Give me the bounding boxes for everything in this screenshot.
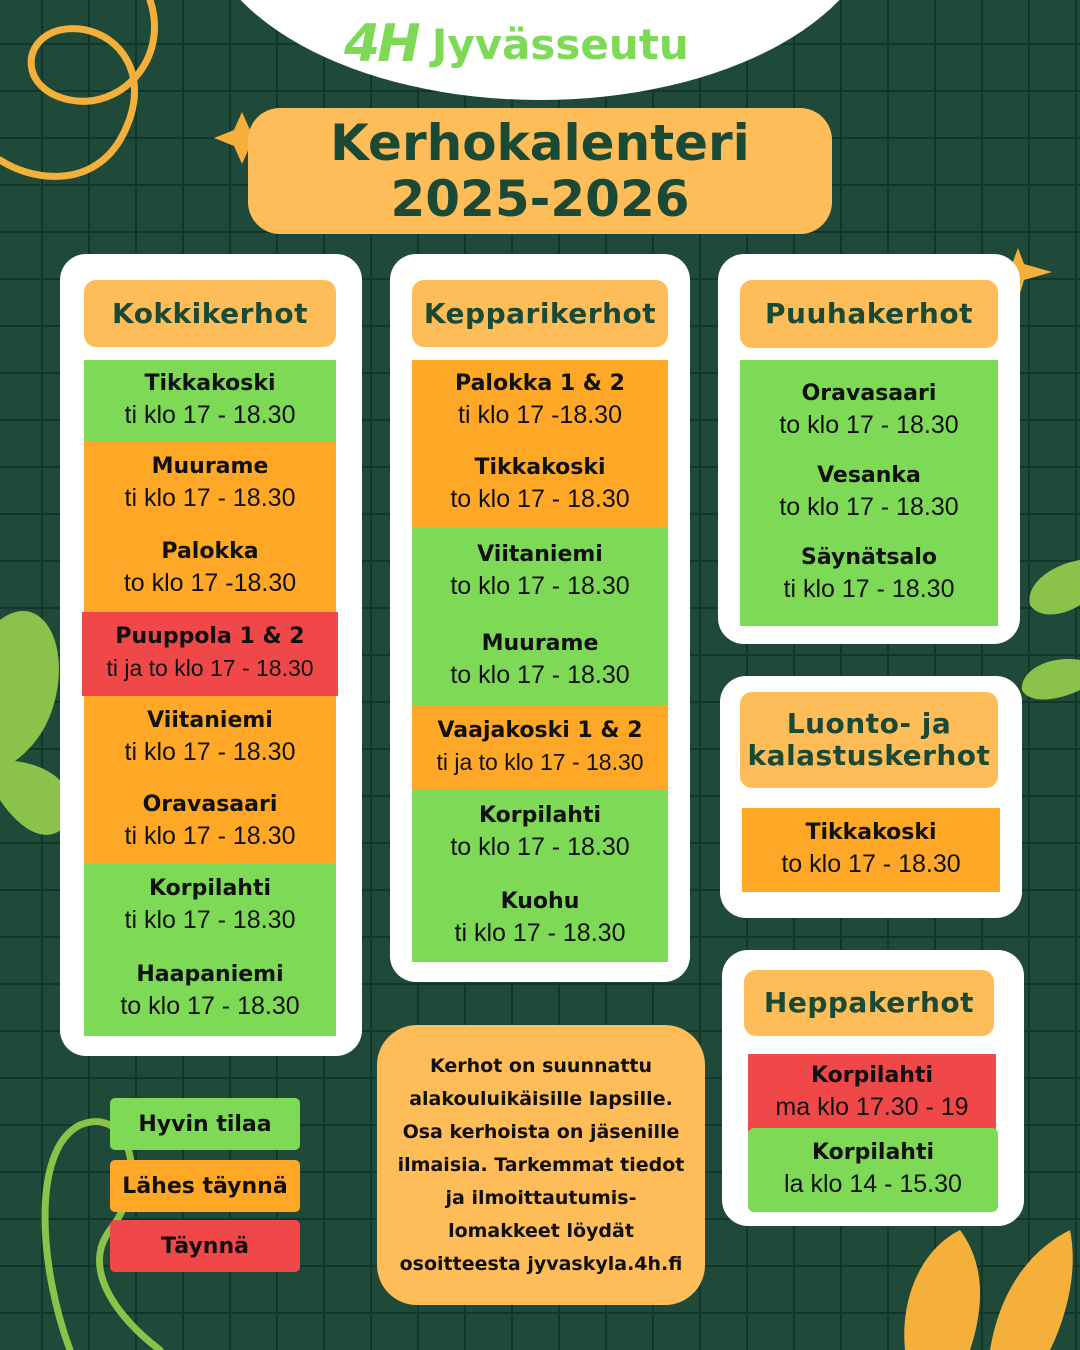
- entry-kokki-puuppola: [82, 612, 338, 696]
- entry-heppa-korpilahti-la: [748, 1128, 998, 1212]
- entry-time: ti klo 17 - 18.30: [124, 401, 296, 429]
- entry-kokki-tikkakoski: [84, 360, 336, 442]
- entry-name: Oravasaari: [801, 381, 937, 406]
- entry-time: ti klo 17 - 18.30: [454, 919, 626, 947]
- card-heading-puuhakerhot: Puuhakerhot: [740, 280, 998, 348]
- entry-heppa-korpilahti-ma: [748, 1054, 996, 1132]
- entry-group-puuhakerhot: [740, 360, 998, 626]
- entry-name: Korpilahti: [148, 876, 272, 901]
- entry-name: Korpilahti: [811, 1140, 935, 1165]
- entry-keppari-kuohu: [412, 876, 668, 962]
- entry-keppari-muurame: [412, 616, 668, 706]
- logo-4h-mark: 4H: [344, 14, 418, 74]
- entry-name: Säynätsalo: [801, 545, 937, 570]
- entry-time: la klo 14 - 15.30: [784, 1170, 962, 1198]
- title-line-1: Kerhokalenteri: [330, 114, 750, 172]
- card-heading-luontokerhot: [740, 692, 998, 788]
- entry-time: to klo 17 - 18.30: [781, 850, 961, 878]
- entry-kokki-oravasaari: [84, 780, 336, 864]
- entry-name: Vesanka: [817, 463, 921, 488]
- legend-taynna: Täynnä: [110, 1220, 300, 1272]
- yellow-leaf-bottom-right: [904, 1230, 980, 1350]
- title-line-2: 2025-2026: [390, 170, 690, 228]
- entry-time: ti klo 17 - 18.30: [783, 575, 955, 603]
- entry-kokki-muurame: [84, 442, 336, 526]
- entry-time: to klo 17 - 18.30: [450, 572, 630, 600]
- heading-line-1: Luonto- ja: [786, 707, 952, 740]
- yellow-swirl-decoration: [0, 0, 155, 176]
- entry-name: Tikkakoski: [474, 455, 606, 480]
- entry-time: ma klo 17.30 - 19: [775, 1093, 969, 1121]
- logo: [344, 4, 734, 84]
- entry-kokki-haapaniemi: [84, 948, 336, 1036]
- entry-name: Puuppola 1 & 2: [115, 624, 305, 649]
- entry-keppari-korpilahti: [412, 790, 668, 876]
- card-heading-kokkikerhot: Kokkikerhot: [84, 280, 336, 347]
- legend-hyvin-tilaa: Hyvin tilaa: [110, 1098, 300, 1150]
- entry-keppari-tikkakoski: [412, 442, 668, 528]
- card-heading-heppakerhot: Heppakerhot: [744, 970, 994, 1036]
- entry-time: ti klo 17 - 18.30: [124, 822, 296, 850]
- page-title: [248, 108, 832, 234]
- entry-luonto-tikkakoski: [742, 808, 1000, 892]
- entry-name: Palokka 1 & 2: [455, 371, 625, 396]
- entry-name: Haapaniemi: [136, 962, 284, 987]
- entry-puuha-vesanka: [779, 462, 958, 524]
- heading-line-2: kalastuskerhot: [747, 739, 991, 772]
- yellow-leaf-bottom-right-2: [990, 1230, 1073, 1350]
- info-box: [377, 1025, 705, 1305]
- entry-kokki-viitaniemi: [84, 696, 336, 780]
- entry-name: Kuohu: [500, 889, 580, 914]
- entry-time: to klo 17 - 18.30: [120, 992, 300, 1020]
- entry-time: to klo 17 - 18.30: [779, 493, 959, 521]
- logo-text: Jyvässeutu: [431, 19, 689, 69]
- entry-time: to klo 17 - 18.30: [450, 485, 630, 513]
- card-heading-kepparikerhot: Kepparikerhot: [412, 280, 668, 347]
- entry-name: Muurame: [481, 631, 599, 656]
- entry-time: ti klo 17 - 18.30: [124, 738, 296, 766]
- olive-leaf-right-lower: [1022, 659, 1080, 699]
- olive-leaf-right: [1029, 560, 1080, 614]
- entry-name: Viitaniemi: [477, 542, 603, 567]
- entry-time: ti ja to klo 17 - 18.30: [106, 655, 314, 681]
- entry-time: ti klo 17 - 18.30: [124, 484, 296, 512]
- green-leaf-left: [0, 611, 59, 770]
- entry-name: Korpilahti: [810, 1063, 934, 1088]
- entry-kokki-korpilahti: [84, 864, 336, 948]
- entry-time: ti klo 17 -18.30: [458, 401, 622, 429]
- entry-time: to klo 17 -18.30: [123, 569, 297, 597]
- entry-name: Tikkakoski: [805, 820, 937, 845]
- info-text: Kerhot on suunnattu alakouluikäisille lapsille. Osa kerhoista on jäsenille ilmaisia. Tarkemmat tiedot ja ilmoittautumis-lomakkeet löydät osoitteesta jyvaskyla.4h.fi: [397, 1054, 685, 1275]
- entry-name: Oravasaari: [142, 792, 278, 817]
- entry-name: Korpilahti: [478, 803, 602, 828]
- entry-keppari-vaajakoski: [412, 706, 668, 790]
- entry-keppari-palokka: [412, 360, 668, 442]
- entry-keppari-viitaniemi: [412, 528, 668, 616]
- entry-name: Vaajakoski 1 & 2: [437, 718, 643, 743]
- entry-time: ti klo 17 - 18.30: [124, 906, 296, 934]
- entry-kokki-palokka: [84, 526, 336, 612]
- entry-name: Muurame: [151, 454, 269, 479]
- legend-lahes-taynna: Lähes täynnä: [110, 1160, 300, 1212]
- entry-time: to klo 17 - 18.30: [450, 661, 630, 689]
- entry-puuha-saynatsalo: [784, 544, 955, 606]
- entry-name: Tikkakoski: [144, 371, 276, 396]
- entry-time: to klo 17 - 18.30: [779, 411, 959, 439]
- entry-time: to klo 17 - 18.30: [450, 833, 630, 861]
- entry-name: Viitaniemi: [147, 708, 273, 733]
- entry-puuha-oravasaari: [779, 380, 958, 442]
- entry-name: Palokka: [161, 539, 259, 564]
- entry-time: ti ja to klo 17 - 18.30: [436, 749, 644, 775]
